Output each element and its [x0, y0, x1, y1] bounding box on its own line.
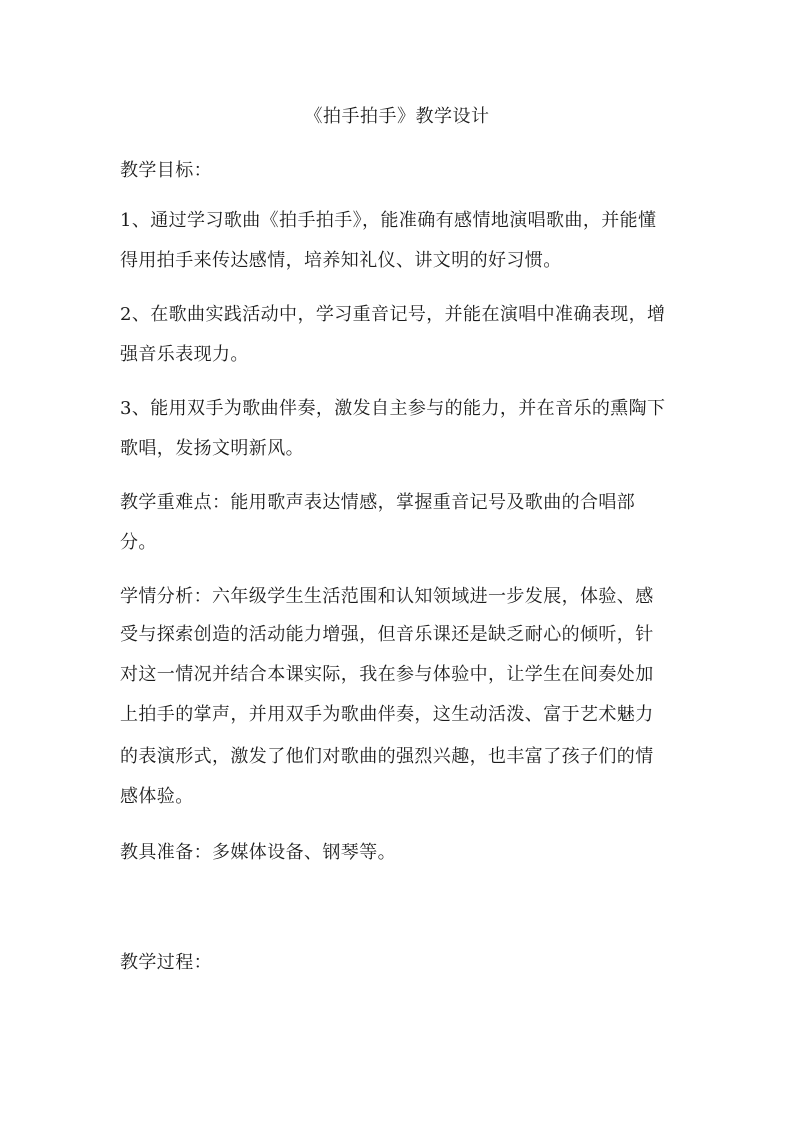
process-heading: 教学过程：: [120, 952, 212, 973]
analysis-line-6: 感体验。: [120, 786, 194, 807]
tools-line: 教具准备：多媒体设备、钢琴等。: [120, 842, 396, 863]
document-title: 《拍手拍手》教学设计: [304, 106, 490, 127]
analysis-line-3: 对这一情况并结合本课实际，我在参与体验中，让学生在间奏处加: [120, 664, 654, 685]
objective-2-line-1: 2、在歌曲实践活动中，学习重音记号，并能在演唱中准确表现，增: [120, 304, 666, 325]
objective-2-line-2: 强音乐表现力。: [120, 344, 249, 365]
objective-3-line-1: 3、能用双手为歌曲伴奏，激发自主参与的能力，并在音乐的熏陶下: [120, 398, 666, 419]
objective-1-line-1: 1、通过学习歌曲《拍手拍手》，能准确有感情地演唱歌曲，并能懂: [120, 210, 657, 231]
analysis-line-2: 受与探索创造的活动能力增强，但音乐课还是缺乏耐心的倾听，针: [120, 624, 654, 645]
objectives-heading: 教学目标：: [120, 160, 212, 181]
analysis-line-4: 上拍手的掌声，并用双手为歌曲伴奏，这生动活泼、富于艺术魅力: [120, 704, 654, 725]
objective-1-line-2: 得用拍手来传达感情，培养知礼仪、讲文明的好习惯。: [120, 250, 562, 271]
analysis-line-1: 学情分析：六年级学生生活范围和认知领域进一步发展，体验、感: [120, 586, 654, 607]
analysis-line-5: 的表演形式，激发了他们对歌曲的强烈兴趣，也丰富了孩子们的情: [120, 746, 654, 767]
key-points-line-1: 教学重难点：能用歌声表达情感，掌握重音记号及歌曲的合唱部: [120, 492, 636, 513]
key-points-line-2: 分。: [120, 532, 157, 553]
objective-3-line-2: 歌唱，发扬文明新风。: [120, 438, 304, 459]
